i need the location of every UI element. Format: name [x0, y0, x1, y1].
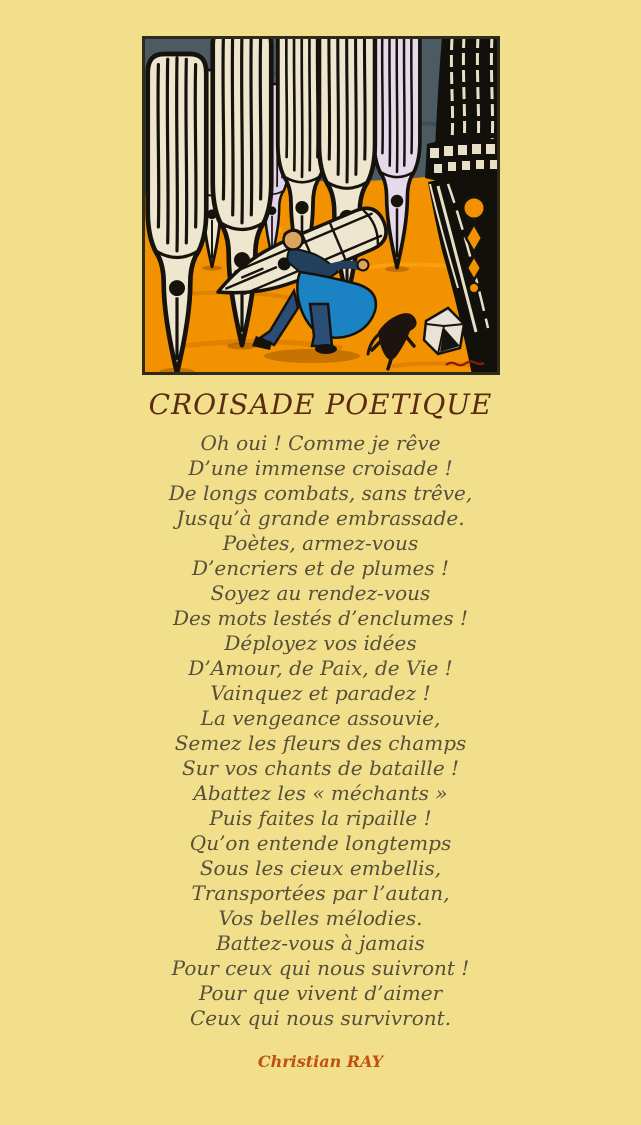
poem-line: La vengeance assouvie,	[200, 706, 441, 730]
poem-illustration	[142, 36, 500, 375]
poem-line: Semez les fleurs des champs	[174, 731, 467, 755]
poem-line: Qu’on entende longtemps	[189, 831, 452, 855]
poem-title: CROISADE POETIQUE	[148, 388, 493, 421]
poem-line: Pour que vivent d’aimer	[198, 981, 443, 1005]
poem-body	[0, 431, 641, 1031]
poem-line: Vainquez et paradez !	[210, 681, 431, 705]
poem-line: Soyez au rendez-vous	[210, 581, 431, 605]
poem-line: Battez-vous à jamais	[216, 931, 425, 955]
poem-line: Pour ceux qui nous suivront !	[171, 956, 470, 980]
poem-line: Vos belles mélodies.	[218, 906, 423, 930]
poem-line: Transportées par l’autan,	[191, 881, 450, 905]
poem-line: D’encriers et de plumes !	[191, 556, 450, 580]
poem-line: Déployez vos idées	[224, 631, 417, 655]
poem-page	[0, 36, 641, 1125]
poem-line: Jusqu’à grande embrassade.	[176, 506, 465, 530]
poem-line: Abattez les « méchants »	[193, 781, 448, 805]
poem-line: Sous les cieux embellis,	[199, 856, 442, 880]
poem-line: Des mots lestés d’enclumes !	[173, 606, 468, 630]
poem-line: Oh oui ! Comme je rêve	[200, 431, 441, 455]
poem-line: D’une immense croisade !	[188, 456, 453, 480]
poem-line: De longs combats, sans trêve,	[168, 481, 473, 505]
poem-line: Poètes, armez-vous	[222, 531, 419, 555]
poem-line: Ceux qui nous survivront.	[189, 1006, 452, 1030]
poem-line: Puis faites la ripaille !	[209, 806, 432, 830]
poem-author: Christian RAY	[257, 1052, 384, 1071]
poem-line: Sur vos chants de bataille !	[181, 756, 460, 780]
poem-line: D’Amour, de Paix, de Vie !	[188, 656, 453, 680]
